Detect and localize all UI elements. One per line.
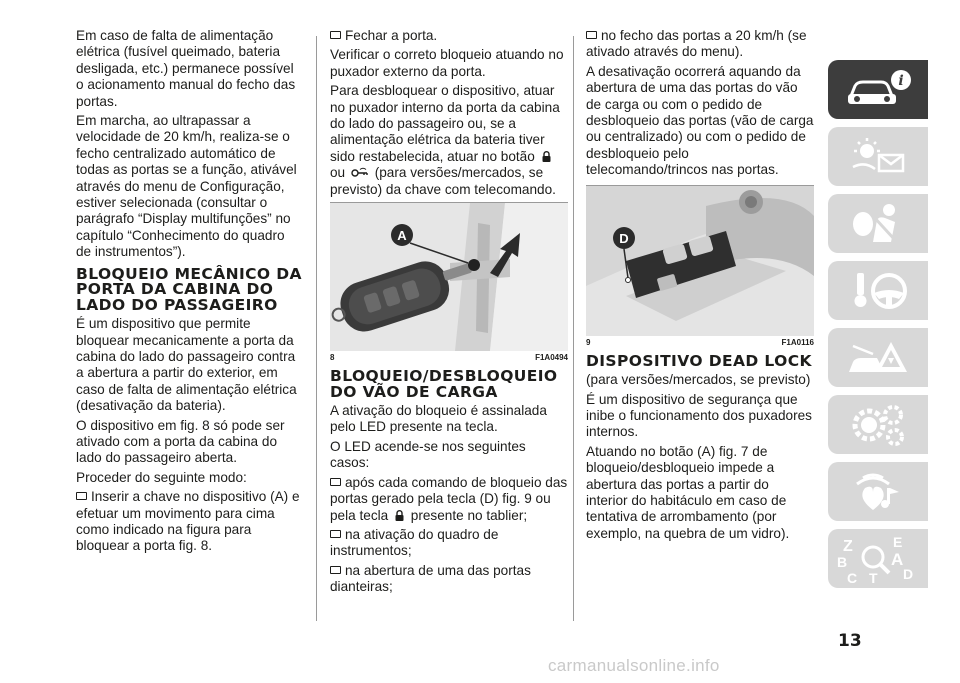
paragraph <box>330 83 568 198</box>
chapter-sidebar <box>828 60 928 596</box>
bullet-icon <box>330 530 341 538</box>
bullet-icon <box>330 31 341 39</box>
paragraph: Em caso de falta de alimentação elétrica (fusível queimado, bateria desligada, etc.) permanece possível o acionamento manual do fecho das portas. <box>76 28 296 109</box>
figure-code: F1A0116 <box>781 337 814 347</box>
section-heading: DISPOSITIVO DEAD LOCK <box>586 351 812 370</box>
alphabet-index-icon <box>833 533 923 585</box>
bullet-icon <box>586 31 597 39</box>
tab-index[interactable] <box>828 529 928 588</box>
paragraph-text: Para desbloquear o dispositivo, atuar no puxador interno da porta da cabina do lado do passageiro ou, se a alimentação elétrica da bateria tiver sido restabelecida, atuar no botão <box>330 83 560 164</box>
tab-maintenance[interactable] <box>828 395 928 454</box>
text-column-2 <box>330 28 568 599</box>
bullet-item <box>586 28 814 61</box>
watermark: carmanualsonline.info <box>548 656 720 675</box>
page-number: 13 <box>838 631 862 651</box>
tab-dashboard-lights[interactable] <box>828 127 928 186</box>
index-letter: A <box>891 549 904 569</box>
bullet-text: na abertura de uma das portas dianteiras; <box>330 562 531 595</box>
index-letter: C <box>847 569 858 585</box>
paragraph: Proceder do seguinte modo: <box>76 469 247 485</box>
lock-icon <box>542 151 551 162</box>
steering-key-icon <box>843 269 913 313</box>
figure-9-door-panel <box>586 185 814 336</box>
column-divider <box>316 36 317 621</box>
figure-caption <box>586 338 814 348</box>
bullet-text: presente no tablier; <box>410 507 528 523</box>
paragraph: O dispositivo em fig. 8 só pode ser ativado com a porta da cabina do lado do passageiro aberta. <box>76 417 285 466</box>
figure-code: F1A0494 <box>535 353 568 363</box>
bullet-text: após cada comando de bloqueio das portas gerado pela tecla (D) fig. 9 ou pela tecla <box>330 474 568 523</box>
paragraph-text: (para versões/mercados, se previsto) da chave com telecomando. <box>330 165 556 197</box>
index-letter: B <box>837 553 848 570</box>
svg-text:i: i <box>898 72 904 89</box>
index-letter: T <box>869 569 878 585</box>
figure-caption <box>330 353 568 363</box>
multimedia-note-icon <box>843 470 913 514</box>
section-heading: BLOQUEIO MECÂNICO DA PORTA DA CABINA DO LADO DO PASSAGEIRO <box>76 264 302 314</box>
paragraph: Verificar o correto bloqueio atuando no puxador externo da porta. <box>330 47 564 79</box>
warning-triangle-car-icon <box>843 336 913 380</box>
tab-starting-driving[interactable] <box>828 261 928 320</box>
section-heading: BLOQUEIO/DESBLOQUEIO DO VÃO DE CARGA <box>330 367 558 401</box>
paragraph: A desativação ocorrerá aquando da abertura de uma das portas do vão de carga ou com o pedido de desbloqueio das portas (vão de carga ou centralizado) ou com o pedido de desbloqueio pelo telecomando/trincos nas portas. <box>586 63 814 178</box>
key-in-door-illustration <box>330 203 568 351</box>
figure-8-key-lock <box>330 202 568 351</box>
text-column-1 <box>76 28 302 558</box>
index-letter: D <box>903 565 914 582</box>
bullet-text: Fechar a porta. <box>345 28 438 43</box>
bullet-item <box>76 489 302 555</box>
paragraph-text: ou <box>330 165 346 181</box>
index-letter: E <box>893 533 903 550</box>
column-divider <box>573 36 574 621</box>
bullet-item <box>330 475 568 524</box>
bullet-icon <box>76 492 87 500</box>
bullet-item <box>330 563 568 596</box>
tab-multimedia[interactable] <box>828 462 928 521</box>
paragraph: O LED acende-se nos seguintes casos: <box>330 438 526 471</box>
bullet-item <box>330 28 568 44</box>
paragraph: A ativação do bloqueio é assinalada pelo LED presente na tecla. <box>330 403 547 435</box>
figure-callout-a: A <box>397 228 407 244</box>
paragraph: Em marcha, ao ultrapassar a velocidade de 20 km/h, realiza-se o fecho centralizado automático de todas as portas se a função, ativável através do menu de Configuração, estiver selecionada (consultar o parágrafo “Display multifunções” no capítulo “Conhecimento do quadro de instrumentos”). <box>76 113 297 260</box>
bullet-text: na ativação do quadro de instrumentos; <box>330 526 499 559</box>
bullet-text: no fecho das portas a 20 km/h (se ativado através do menu). <box>586 28 807 60</box>
bullet-icon <box>330 478 341 486</box>
paragraph: É um dispositivo de segurança que inibe o funcionamento dos puxadores internos. <box>586 391 812 440</box>
figure-number: 9 <box>586 337 591 347</box>
seatbelt-airbag-icon <box>843 202 913 246</box>
figure-number: 8 <box>330 353 335 363</box>
bullet-item <box>330 527 568 560</box>
bullet-icon <box>330 566 341 574</box>
bullet-text: Inserir a chave no dispositivo (A) e efetuar um movimento para cima como indicado na figura para bloquear a porta fig. 8. <box>76 489 300 554</box>
paragraph: Atuando no botão (A) fig. 7 de bloqueio/desbloqueio impede a abertura das portas a partir do interior do habitáculo em caso de tentativa de arrombamento (por exemplo, na quebra de um vidro). <box>586 443 790 541</box>
tab-vehicle-knowledge[interactable] <box>828 60 928 119</box>
door-lock-button-illustration <box>586 186 814 336</box>
lock-icon <box>395 510 404 521</box>
car-info-icon <box>843 70 913 110</box>
tab-safety[interactable] <box>828 194 928 253</box>
index-letter: Z <box>843 537 853 555</box>
dashboard-lights-icon <box>843 137 913 177</box>
tab-emergency[interactable] <box>828 328 928 387</box>
text-column-3 <box>586 28 814 545</box>
paragraph: (para versões/mercados, se previsto) <box>586 372 811 388</box>
paragraph: É um dispositivo que permite bloquear mecanicamente a porta da cabina do lado do passageiro contra a abertura a partir do exterior, em caso de falta de alimentação elétrica (desativação da bateria). <box>76 316 297 414</box>
key-button-icon <box>351 167 369 177</box>
figure-callout-d: D <box>619 230 629 246</box>
gears-icon <box>843 403 913 447</box>
